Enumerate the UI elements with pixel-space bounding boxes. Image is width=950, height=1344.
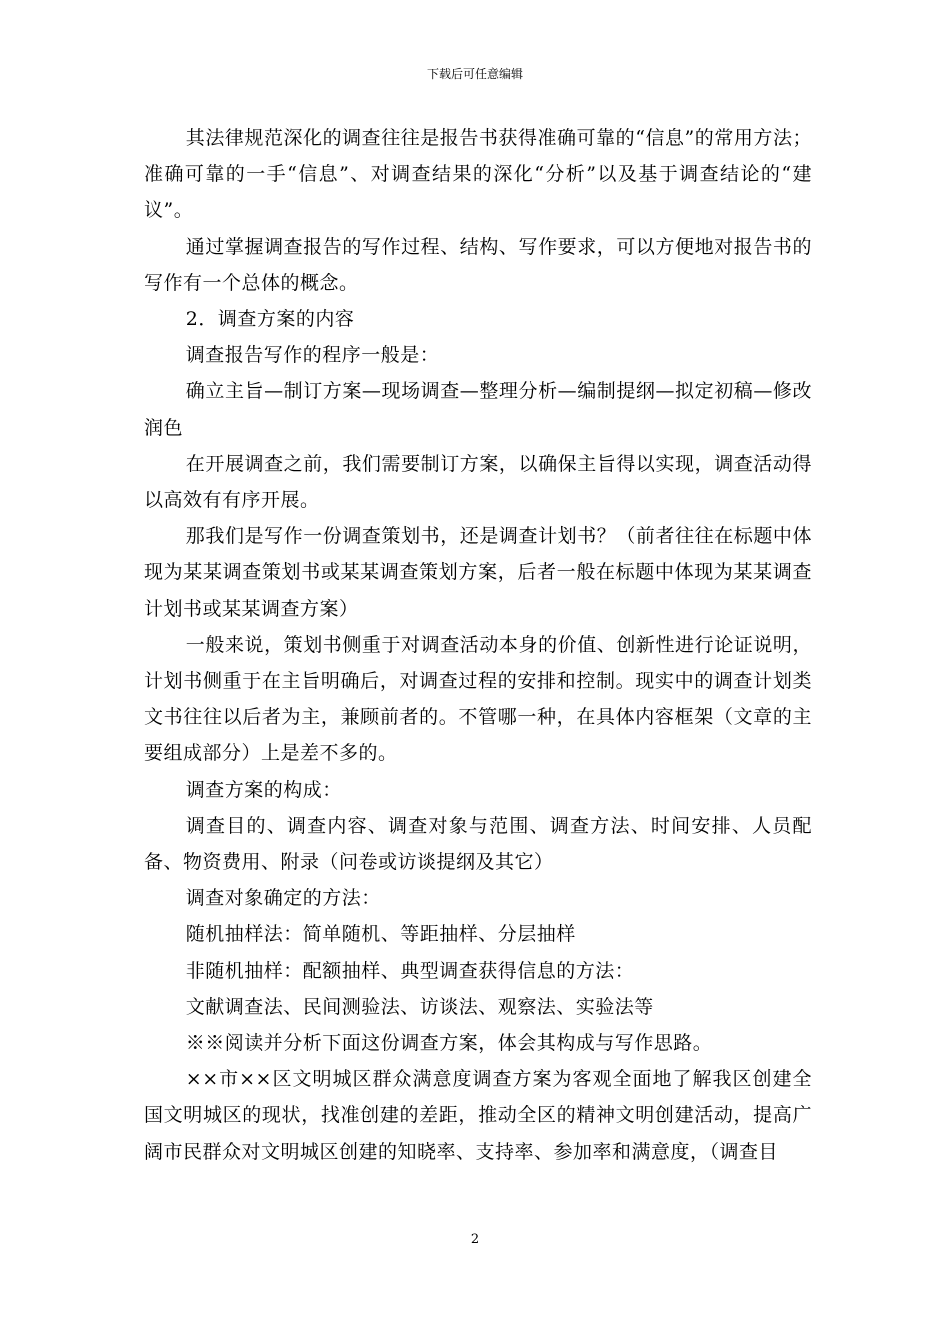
paragraph: 随机抽样法：简单随机、等距抽样、分层抽样 — [185, 923, 576, 946]
paragraph: 一般来说，策划书侧重于对调查活动本身的价值、创新性进行论证说明，计划书侧重于在主旨明确后，对调查过程的安排和控制。现实中的调查计划类文书往往以后者为主，兼顾前者的。不管哪一种，在具体内容框架（文章的主要组成部分）上是差不多的。 — [144, 633, 812, 765]
paragraph: 非随机抽样：配额抽样、典型调查获得信息的方法： — [185, 959, 635, 982]
paragraph: 在开展调查之前，我们需要制订方案，以确保主旨得以实现，调查活动得以高效有有序开展。 — [144, 452, 812, 512]
paragraph: ※※阅读并分析下面这份调查方案，体会其构成与写作思路。 — [185, 1032, 713, 1055]
paragraph: 其法律规范深化的调查往往是报告书获得准确可靠的“信息”的常用方法；准确可靠的一手“信息”、对调查结果的深化“分析”以及基于调查结论的“建议”。 — [144, 127, 812, 222]
paragraph: 那我们是写作一份调查策划书，还是调查计划书？（前者往往在标题中体现为某某调查策划书或某某调查策划方案，后者一般在标题中体现为某某调查计划书或某某调查方案） — [144, 525, 812, 620]
page-number: 2 — [470, 1232, 480, 1247]
paragraph: 通过掌握调查报告的写作过程、结构、写作要求，可以方便地对报告书的写作有一个总体的概念。 — [144, 235, 812, 294]
page-header: 下载后可任意编辑 — [426, 67, 523, 81]
section-heading: 2．调查方案的内容 — [185, 308, 355, 331]
paragraph: 调查方案的构成： — [185, 778, 342, 801]
paragraph: 文献调查法、民间测验法、访谈法、观察法、实验法等 — [185, 995, 654, 1018]
document-body — [144, 120, 812, 1170]
paragraph: 调查报告写作的程序一般是： — [185, 344, 440, 367]
paragraph: 调查目的、调查内容、调查对象与范围、调查方法、时间安排、人员配备、物资费用、附录（问卷或访谈提纲及其它） — [144, 814, 812, 874]
paragraph: 确立主旨—制订方案—现场调查—整理分析—编制提纲—拟定初稿—修改润色 — [144, 380, 812, 439]
paragraph: 调查对象确定的方法： — [185, 887, 381, 910]
paragraph: ××市××区文明城区群众满意度调查方案为客观全面地了解我区创建全国文明城区的现状，找准创建的差距，推动全区的精神文明创建活动，提高广阔市民群众对文明城区创建的知晓率、支持率、参加率和满意度，（调查目 — [144, 1068, 812, 1163]
